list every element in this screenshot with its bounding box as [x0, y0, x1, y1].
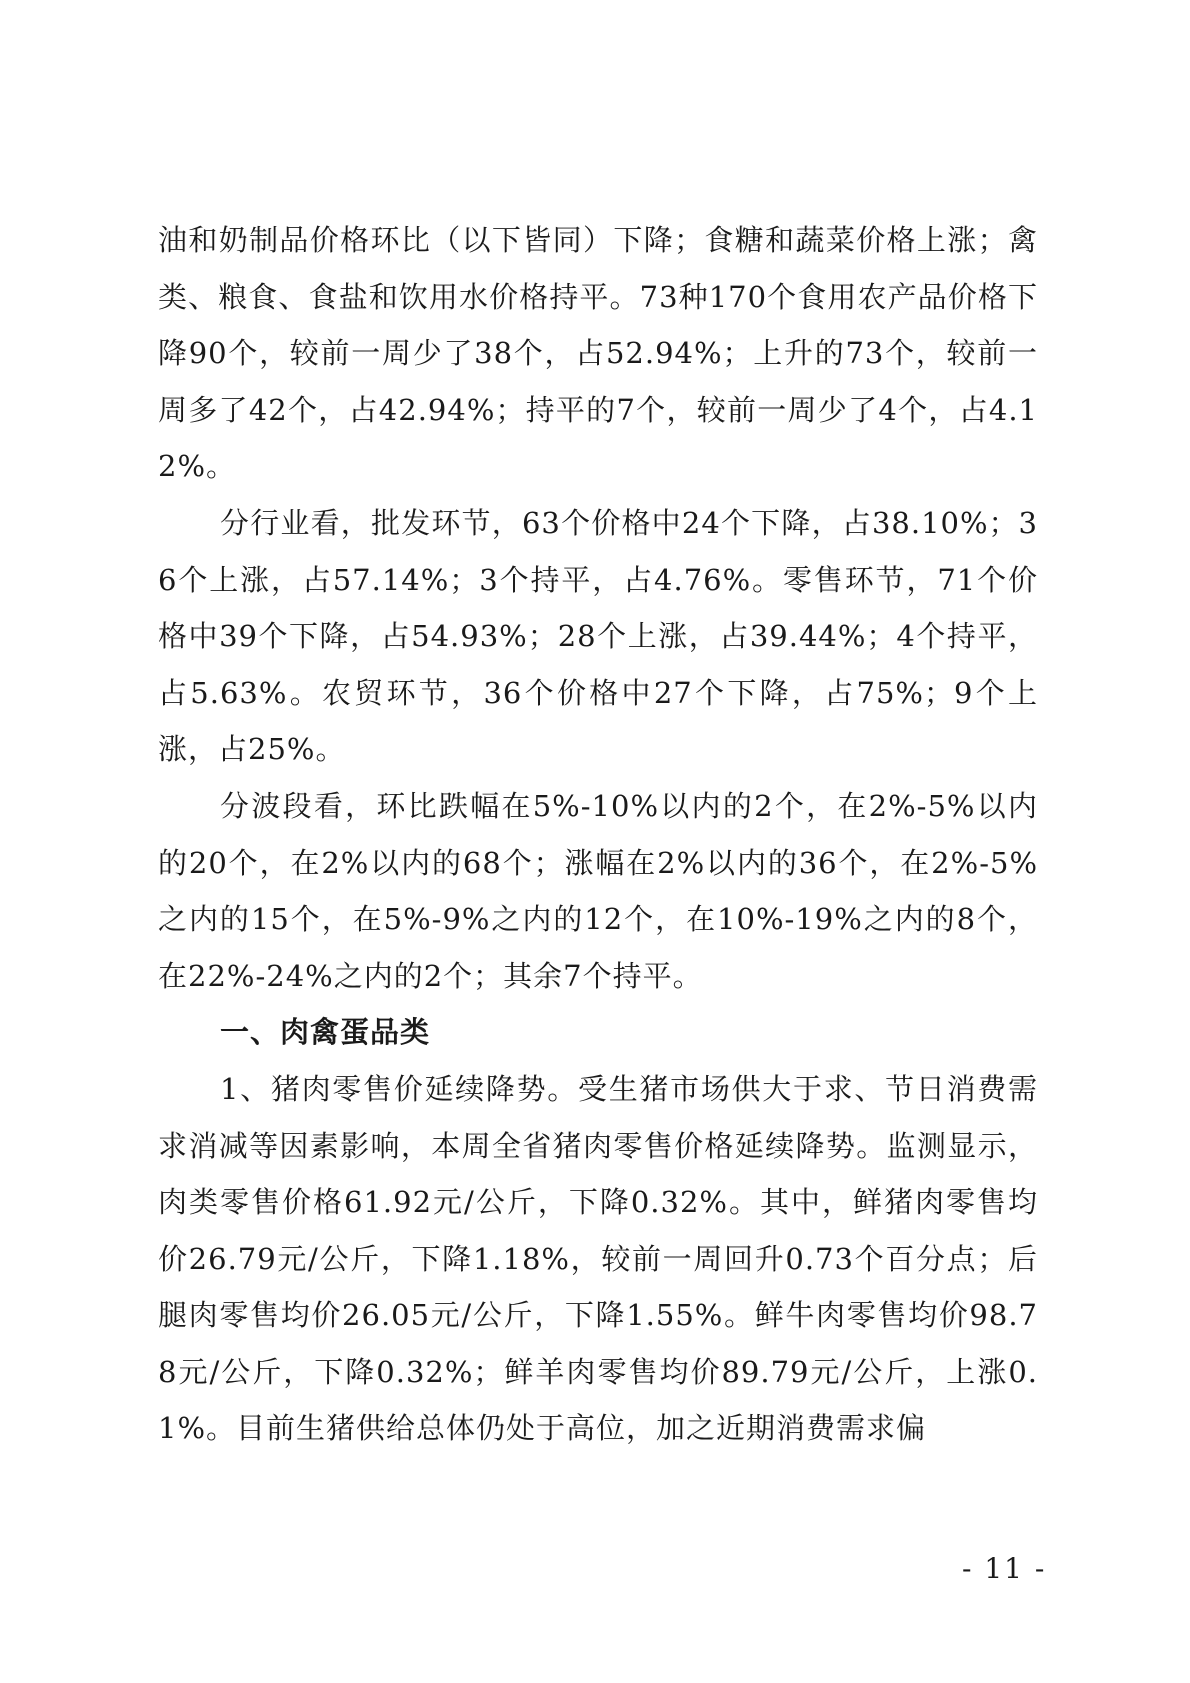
section-heading-meat-poultry-eggs: 一、肉禽蛋品类 [220, 1015, 431, 1050]
paragraph-price-summary: 油和奶制品价格环比（以下皆同）下降；食糖和蔬菜价格上涨；禽类、粮食、食盐和饮用水价格持平。73种170个食用农产品价格下降90个，较前一周少了38个，占52.94%；上升的73个，较前一周多了42个，占42.94%；持平的7个，较前一周少了4个，占4.12%。 [158, 223, 1038, 484]
paragraph-pork-prices: 1、猪肉零售价延续降势。受生猪市场供大于求、节日消费需求消减等因素影响，本周全省猪肉零售价格延续降势。监测显示，肉类零售价格61.92元/公斤，下降0.32%。其中，鲜猪肉零售均价26.79元/公斤，下降1.18%，较前一周回升0.73个百分点；后腿肉零售均价26.05元/公斤，下降1.55%。鲜牛肉零售均价98.78元/公斤，下降0.32%；鲜羊肉零售均价89.79元/公斤，上涨0.1%。目前生猪供给总体仍处于高位，加之近期消费需求偏 [158, 1071, 1038, 1446]
body-text [158, 212, 1038, 1457]
page-number: - 11 - [962, 1552, 1047, 1585]
paragraph-by-industry: 分行业看，批发环节，63个价格中24个下降，占38.10%；36个上涨，占57.14%；3个持平，占4.76%。零售环节，71个价格中39个下降，占54.93%；28个上涨，占39.44%；4个持平，占5.63%。农贸环节，36个价格中27个下降，占75%；9个上涨，占25%。 [158, 505, 1038, 767]
paragraph-by-range: 分波段看，环比跌幅在5%-10%以内的2个，在2%-5%以内的20个，在2%以内的68个；涨幅在2%以内的36个，在2%-5%之内的15个，在5%-9%之内的12个，在10%-19%之内的8个，在22%-24%之内的2个；其余7个持平。 [158, 788, 1038, 993]
